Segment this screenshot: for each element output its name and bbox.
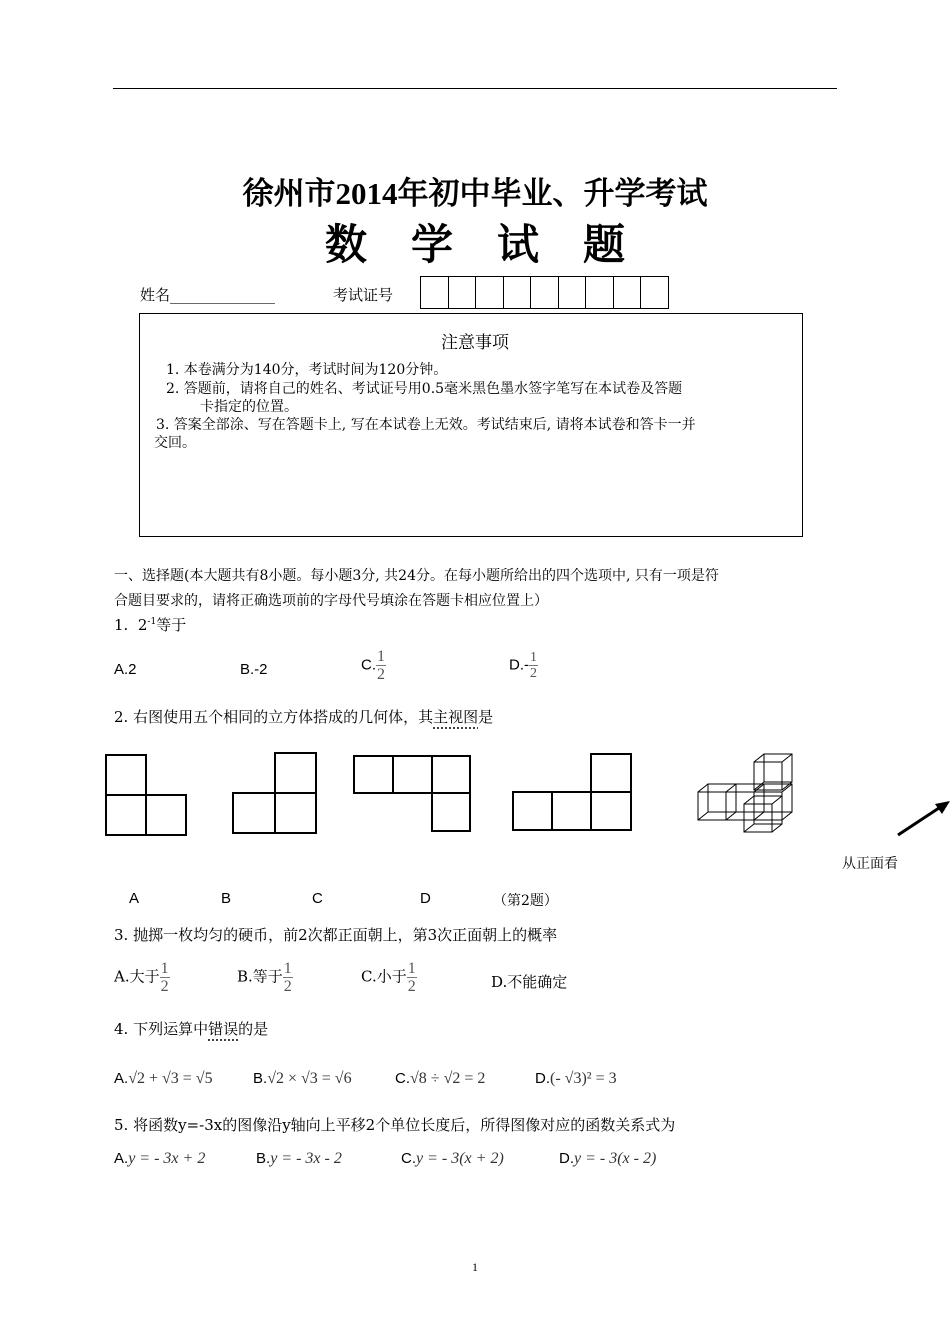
notice-heading: 注意事项 (441, 333, 509, 352)
fraction-one-half: $\frac{1}{2}$ (407, 960, 416, 995)
fraction-one-half: $\frac{1}{2}$ (530, 650, 537, 681)
name-label: 姓名 (140, 286, 171, 304)
page-number: 1 (472, 1260, 478, 1274)
id-number-boxes (420, 276, 669, 309)
id-box (614, 277, 642, 308)
q3-option-b: B.等于 $\frac{1}{2}$ (237, 960, 292, 995)
q3-option-d: D.不能确定 (491, 973, 568, 991)
q2-label-d: D (420, 890, 431, 907)
q4-option-a: A.√2 + √3 = √5 (114, 1070, 213, 1087)
id-box (531, 277, 559, 308)
notice-item-1: 1. 本卷满分为140分，考试时间为120分钟。 (166, 362, 448, 378)
option-a-view (106, 755, 186, 835)
section1-intro-line1: 一、选择题(本大题共有8小题。每小题3分, 共24分。在每小题所给出的四个选项中, 只有一项是符 (114, 568, 719, 584)
id-box (504, 277, 532, 308)
id-box (586, 277, 614, 308)
id-box (559, 277, 587, 308)
q1-option-b: B.-2 (240, 661, 268, 678)
q2-label-c: C (312, 890, 323, 907)
option-c-view (354, 756, 470, 831)
q5-option-d: D.y = - 3(x - 2) (559, 1150, 657, 1167)
q3-option-c: C.小于 $\frac{1}{2}$ (361, 960, 416, 995)
emphasis-dots: 错误 (208, 1020, 239, 1038)
question-2: 2. 右图使用五个相同的立方体搭成的几何体，其主视图是 (114, 708, 494, 726)
id-box (641, 277, 668, 308)
q5-option-c: C.y = - 3(x + 2) (401, 1150, 504, 1167)
exam-title: 徐州市2014年初中毕业、升学考试 (242, 176, 708, 211)
q1-option-d: D.- $\frac{1}{2}$ (509, 650, 537, 681)
id-box (449, 277, 477, 308)
top-rule (113, 88, 837, 89)
option-b-view (233, 753, 316, 833)
q3-option-a: A.大于 $\frac{1}{2}$ (114, 960, 169, 995)
notice-item-3: 3. 答案全部涂、写在答题卡上, 写在本试卷上无效。考试结束后, 请将本试卷和答卡一并 (156, 417, 696, 433)
question-3: 3. 抛掷一枚均匀的硬币，前2次都正面朝上，第3次正面朝上的概率 (114, 926, 558, 944)
emphasis-dots: 主视图 (433, 708, 479, 726)
q2-figures (0, 740, 950, 880)
exam-subtitle: 数学试题 (324, 223, 669, 269)
q1-option-a: A.2 (114, 661, 137, 678)
arrow-icon (898, 801, 950, 835)
name-blank: ______________ (170, 286, 276, 304)
question-5: 5. 将函数y=-3x的图像沿y轴向上平移2个单位长度后，所得图像对应的函数关系式为 (114, 1116, 676, 1134)
solid-figure (698, 754, 792, 832)
q1-option-c: C. $\frac{1}{2}$ (361, 648, 385, 683)
fraction-one-half: $\frac{1}{2}$ (160, 960, 169, 995)
option-d-view (513, 754, 631, 830)
name-field (140, 284, 275, 305)
q4-option-b: B.√2 × √3 = √6 (253, 1070, 352, 1087)
q4-option-c: C.√8 ÷ √2 = 2 (395, 1070, 486, 1087)
fraction-one-half: $\frac{1}{2}$ (377, 648, 385, 683)
q5-option-a: A.y = - 3x + 2 (114, 1150, 206, 1167)
id-box (476, 277, 504, 308)
q4-option-d: D.(- √3)² = 3 (535, 1070, 617, 1087)
view-label: 从正面看 (842, 856, 898, 872)
q2-label-b: B (221, 890, 232, 907)
q2-caption: （第2题） (493, 893, 558, 909)
question-1: 1. $2^{-1}$等于 (114, 616, 187, 634)
q2-label-a: A (129, 890, 140, 907)
notice-item-2: 2. 答题前，请将自己的姓名、考试证号用0.5毫米黑色墨水签字笔写在本试卷及答题 (166, 381, 683, 397)
section1-intro-line2: 合题目要求的，请将正确选项前的字母代号填涂在答题卡相应位置上） (114, 593, 548, 609)
id-box (421, 277, 449, 308)
notice-item-3-cont: 交回。 (154, 435, 196, 451)
question-4: 4. 下列运算中错误的是 (114, 1020, 269, 1038)
id-label: 考试证号 (333, 286, 394, 304)
notice-item-2-cont: 卡指定的位置。 (200, 399, 298, 415)
q5-option-b: B.y = - 3x - 2 (256, 1150, 342, 1167)
fraction-one-half: $\frac{1}{2}$ (283, 960, 292, 995)
